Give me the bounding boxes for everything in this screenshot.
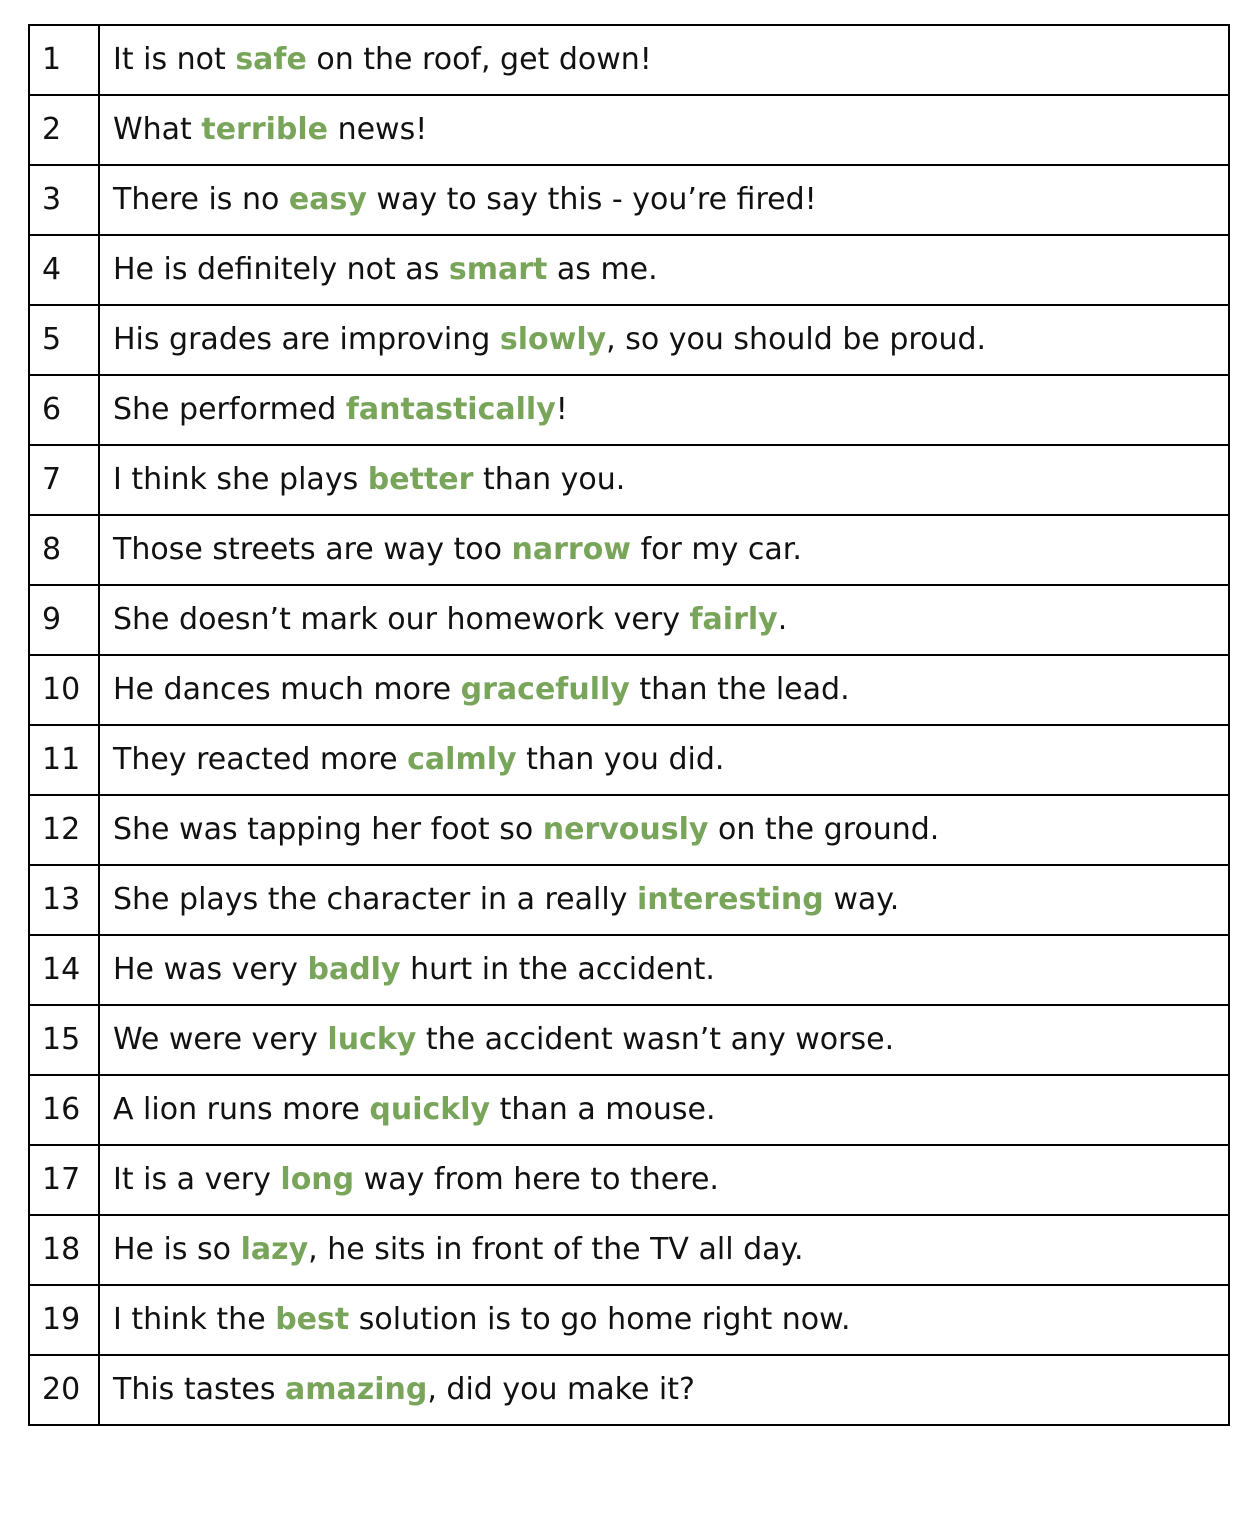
- row-number: 15: [29, 1005, 99, 1075]
- sentence-before: He dances much more: [113, 672, 461, 707]
- sentence-cell: [99, 1145, 1229, 1215]
- table-row: [29, 1075, 1229, 1145]
- answer-word: slowly: [499, 322, 607, 357]
- sentence-cell: [99, 1075, 1229, 1145]
- sentence-before: Those streets are way too: [113, 532, 512, 567]
- table-row: [29, 165, 1229, 235]
- sentence-cell: [99, 655, 1229, 725]
- sentence-before: She performed: [113, 392, 346, 427]
- sentence-cell: [99, 95, 1229, 165]
- sentence-cell: [99, 795, 1229, 865]
- answer-word: nervously: [542, 812, 709, 847]
- row-number: 11: [29, 725, 99, 795]
- row-number: 8: [29, 515, 99, 585]
- answer-word: calmly: [407, 742, 517, 777]
- answer-word: quickly: [369, 1092, 491, 1127]
- row-number: 9: [29, 585, 99, 655]
- sentence-cell: [99, 585, 1229, 655]
- answer-word: long: [280, 1162, 355, 1197]
- row-number: 19: [29, 1285, 99, 1355]
- answer-word: smart: [448, 252, 548, 287]
- answer-word: fantastically: [345, 392, 556, 427]
- sentence-after: !: [555, 392, 568, 427]
- sentence-before: We were very: [113, 1022, 328, 1057]
- row-number: 1: [29, 25, 99, 95]
- row-number: 18: [29, 1215, 99, 1285]
- sentence-after: way.: [823, 882, 900, 917]
- sentence-before: This tastes: [113, 1372, 286, 1407]
- sentence-after: for my car.: [631, 532, 802, 567]
- row-number: 3: [29, 165, 99, 235]
- row-number: 17: [29, 1145, 99, 1215]
- sentence-cell: [99, 725, 1229, 795]
- sentence-after: solution is to go home right now.: [349, 1302, 851, 1337]
- row-number: 12: [29, 795, 99, 865]
- sentence-cell: [99, 1355, 1229, 1425]
- sentence-before: They reacted more: [113, 742, 408, 777]
- table-row: [29, 305, 1229, 375]
- sentence-after: as me.: [547, 252, 658, 287]
- row-number: 6: [29, 375, 99, 445]
- sentence-before: She plays the character in a really: [113, 882, 637, 917]
- sentence-cell: [99, 935, 1229, 1005]
- sentence-before: A lion runs more: [113, 1092, 370, 1127]
- row-number: 13: [29, 865, 99, 935]
- sentence-after: , so you should be proud.: [606, 322, 987, 357]
- row-number: 7: [29, 445, 99, 515]
- sentence-after: than a mouse.: [490, 1092, 716, 1127]
- sentence-cell: [99, 515, 1229, 585]
- row-number: 20: [29, 1355, 99, 1425]
- sentence-before: He is definitely not as: [113, 252, 449, 287]
- sentence-after: the accident wasn’t any worse.: [416, 1022, 895, 1057]
- sentence-before: It is not: [113, 42, 236, 77]
- sentence-before: He is so: [113, 1232, 241, 1267]
- sentence-cell: [99, 375, 1229, 445]
- row-number: 5: [29, 305, 99, 375]
- sentence-cell: [99, 305, 1229, 375]
- answer-word: interesting: [636, 882, 824, 917]
- answer-word: narrow: [511, 532, 632, 567]
- table-row: [29, 1215, 1229, 1285]
- sentence-before: It is a very: [113, 1162, 281, 1197]
- answer-word: safe: [235, 42, 307, 77]
- table-row: [29, 1355, 1229, 1425]
- sentence-after: than you did.: [516, 742, 725, 777]
- table-row: [29, 935, 1229, 1005]
- table-row: [29, 1005, 1229, 1075]
- table-row: [29, 655, 1229, 725]
- answer-word: fairly: [689, 602, 778, 637]
- answer-word: best: [275, 1302, 350, 1337]
- sentence-cell: [99, 235, 1229, 305]
- row-number: 10: [29, 655, 99, 725]
- table-row: [29, 1145, 1229, 1215]
- answer-rows: [29, 25, 1229, 1425]
- sentence-before: I think the: [113, 1302, 276, 1337]
- row-number: 4: [29, 235, 99, 305]
- sentence-after: , did you make it?: [427, 1372, 695, 1407]
- table-row: [29, 515, 1229, 585]
- table-row: [29, 725, 1229, 795]
- answer-word: badly: [307, 952, 401, 987]
- answer-word: better: [367, 462, 474, 497]
- sentence-before: What: [113, 112, 202, 147]
- sentence-after: than you.: [473, 462, 626, 497]
- sentence-before: She doesn’t mark our homework very: [113, 602, 690, 637]
- row-number: 2: [29, 95, 99, 165]
- answer-word: terrible: [201, 112, 329, 147]
- sentence-after: way from here to there.: [354, 1162, 719, 1197]
- sentence-cell: [99, 865, 1229, 935]
- sentence-cell: [99, 1215, 1229, 1285]
- sentence-after: way to say this - you’re fired!: [366, 182, 817, 217]
- sentence-before: There is no: [113, 182, 289, 217]
- sentence-cell: [99, 1285, 1229, 1355]
- table-row: [29, 95, 1229, 165]
- answer-word: lazy: [240, 1232, 309, 1267]
- table-row: [29, 585, 1229, 655]
- sentence-after: on the roof, get down!: [306, 42, 652, 77]
- row-number: 16: [29, 1075, 99, 1145]
- sentence-after: than the lead.: [629, 672, 850, 707]
- table-row: [29, 375, 1229, 445]
- sentence-before: His grades are improving: [113, 322, 500, 357]
- sentence-cell: [99, 25, 1229, 95]
- answer-table: [28, 24, 1230, 1426]
- answer-word: lucky: [327, 1022, 417, 1057]
- table-row: [29, 795, 1229, 865]
- sentence-before: I think she plays: [113, 462, 368, 497]
- sentence-after: news!: [328, 112, 428, 147]
- table-row: [29, 25, 1229, 95]
- sentence-before: He was very: [113, 952, 308, 987]
- sentence-cell: [99, 1005, 1229, 1075]
- sentence-after: , he sits in front of the TV all day.: [308, 1232, 804, 1267]
- row-number: 14: [29, 935, 99, 1005]
- sentence-after: on the ground.: [708, 812, 940, 847]
- sentence-after: hurt in the accident.: [400, 952, 715, 987]
- sentence-cell: [99, 165, 1229, 235]
- table-row: [29, 865, 1229, 935]
- answer-word: amazing: [285, 1372, 428, 1407]
- answer-word: easy: [288, 182, 367, 217]
- table-row: [29, 235, 1229, 305]
- sentence-after: .: [777, 602, 788, 637]
- table-row: [29, 1285, 1229, 1355]
- sentence-before: She was tapping her foot so: [113, 812, 543, 847]
- answer-word: gracefully: [460, 672, 630, 707]
- sentence-cell: [99, 445, 1229, 515]
- table-row: [29, 445, 1229, 515]
